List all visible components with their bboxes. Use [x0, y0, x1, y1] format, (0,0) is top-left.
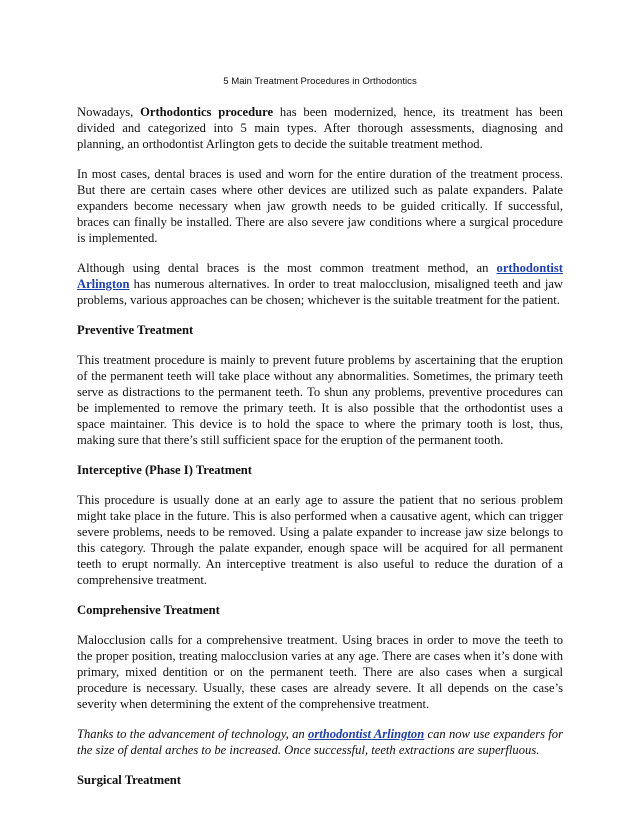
section-heading-interceptive: Interceptive (Phase I) Treatment — [77, 463, 252, 477]
section-body-preventive: This treatment procedure is mainly to prevent future problems by ascertaining that the eruption of the permanent teeth will take place without any abnormalities. Sometimes, the primary teeth serve as distractions to the permanent teeth. To shun any problems, preventive procedures can be implemented to remove the primary teeth. It is also possible that the orthodontist uses a space maintainer. This device is to hold the space to where the primary tooth is lost, thus, making sure that there’s still sufficient space for the eruption of the permanent tooth. — [77, 353, 563, 447]
alternatives-paragraph — [77, 260, 563, 308]
alternatives-text-post: has numerous alternatives. In order to treat malocclusion, misaligned teeth and jaw problems, various approaches can be chosen; whichever is the suitable treatment for the patient. — [77, 277, 563, 307]
intro-text-pre: Nowadays, — [77, 105, 141, 119]
note-text-post: can now use expanders for the size of dental arches to be increased. Once successful, teeth extractions are superfluous. — [77, 727, 564, 757]
section-heading-preventive: Preventive Treatment — [77, 323, 194, 337]
intro-bold-term: Orthodontics procedure — [140, 105, 274, 119]
intro-text-post: has been modernized, hence, its treatment has been divided and categorized into 5 main types. After thorough assessments, diagnosing and planning, an orthodontist Arlington gets to decide the suitable treatment method. — [77, 105, 563, 151]
note-text-pre: Thanks to the advancement of technology, an — [77, 727, 309, 741]
orthodontist-link[interactable]: orthodontist Arlington — [77, 261, 563, 291]
section-body-comprehensive: Malocclusion calls for a comprehensive treatment. Using braces in order to move the teeth to the proper position, treating malocclusion varies at any age. There are cases when it’s done with primary, mixed dentition or on the permanent teeth. There are also cases when a surgical procedure is necessary. Usually, these cases are already severe. It all depends on the case’s severity when determining the extent of the comprehensive treatment. — [77, 633, 563, 711]
section-heading-surgical: Surgical Treatment — [77, 773, 181, 787]
braces-paragraph: In most cases, dental braces is used and worn for the entire duration of the treatment process. But there are certain cases where other devices are utilized such as palate expanders. Palate expanders become necessary when jaw growth needs to be guided critically. If successful, braces can finally be installed. There are also severe jaw conditions where a surgical procedure is implemented. — [77, 167, 563, 245]
section-body-interceptive: This procedure is usually done at an early age to assure the patient that no serious problem might take place in the future. This is also performed when a causative agent, which can trigger severe problems, needs to be removed. Using a palate expander to increase jaw size belongs to this category. Through the palate expander, enough space will be acquired for all permanent teeth to erupt normally. An interceptive treatment is also useful to reduce the duration of a comprehensive treatment. — [77, 493, 563, 587]
orthodontist-link-note[interactable]: orthodontist Arlington — [308, 727, 425, 741]
technology-note — [77, 726, 563, 758]
intro-paragraph — [77, 104, 563, 152]
section-heading-comprehensive: Comprehensive Treatment — [77, 603, 220, 617]
alternatives-text-pre: Although using dental braces is the most common treatment method, an — [77, 261, 497, 275]
document-title: 5 Main Treatment Procedures in Orthodontics — [223, 76, 417, 87]
